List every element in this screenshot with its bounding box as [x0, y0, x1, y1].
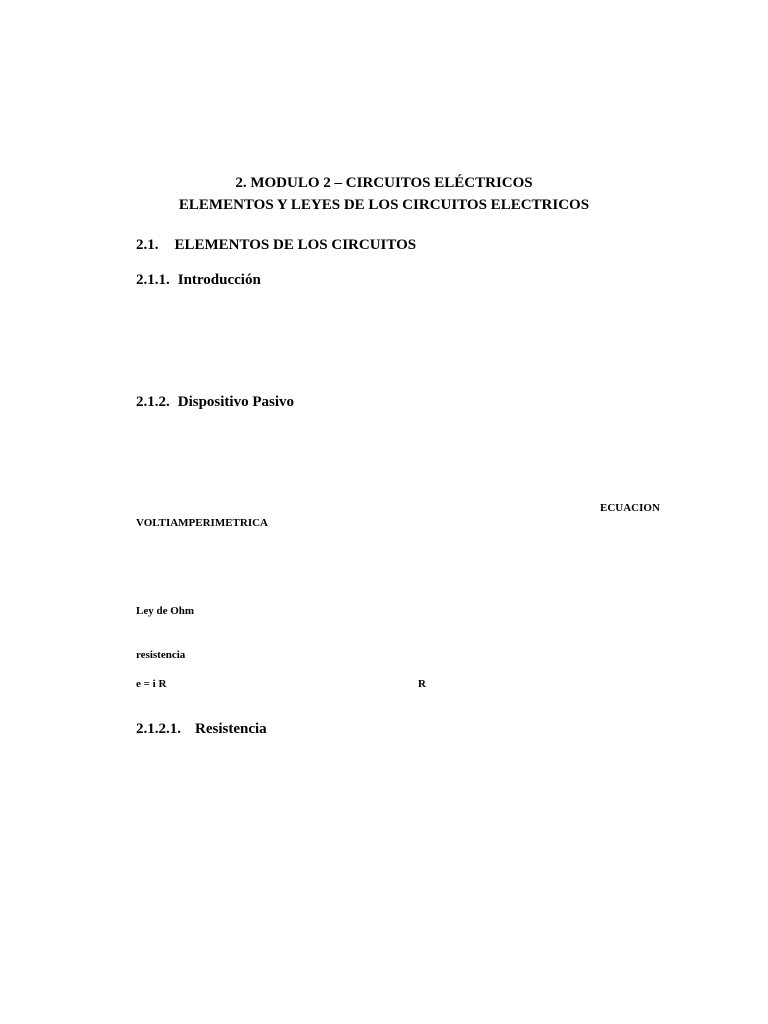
voltiamperimetrica-text: VOLTIAMPERIMETRICA — [136, 517, 268, 529]
module-title: 2. MODULO 2 – CIRCUITOS ELÉCTRICOS — [235, 175, 533, 191]
section-number: 2.1. — [136, 237, 159, 253]
ohm-formula: e = i R — [136, 678, 167, 690]
module-subtitle: ELEMENTOS Y LEYES DE LOS CIRCUITOS ELECTRICOS — [178, 197, 590, 213]
section-heading-2-1-2-1 — [136, 722, 267, 737]
ecuacion-text: ECUACION — [600, 502, 660, 514]
section-number: 2.1.1. — [136, 272, 170, 288]
section-title: Resistencia — [195, 721, 267, 737]
section-number: 2.1.2.1. — [136, 721, 181, 737]
section-title: ELEMENTOS DE LOS CIRCUITOS — [174, 237, 417, 253]
ley-ohm-text: Ley de Ohm — [136, 605, 195, 617]
section-title: Dispositivo Pasivo — [177, 394, 295, 410]
section-heading-2-1 — [136, 238, 416, 253]
section-heading-2-1-1 — [136, 273, 261, 288]
section-number: 2.1.2. — [136, 394, 170, 410]
resistencia-text: resistencia — [136, 649, 186, 661]
section-title: Introducción — [177, 272, 261, 288]
section-heading-2-1-2 — [136, 395, 294, 410]
resistance-symbol: R — [418, 678, 426, 690]
